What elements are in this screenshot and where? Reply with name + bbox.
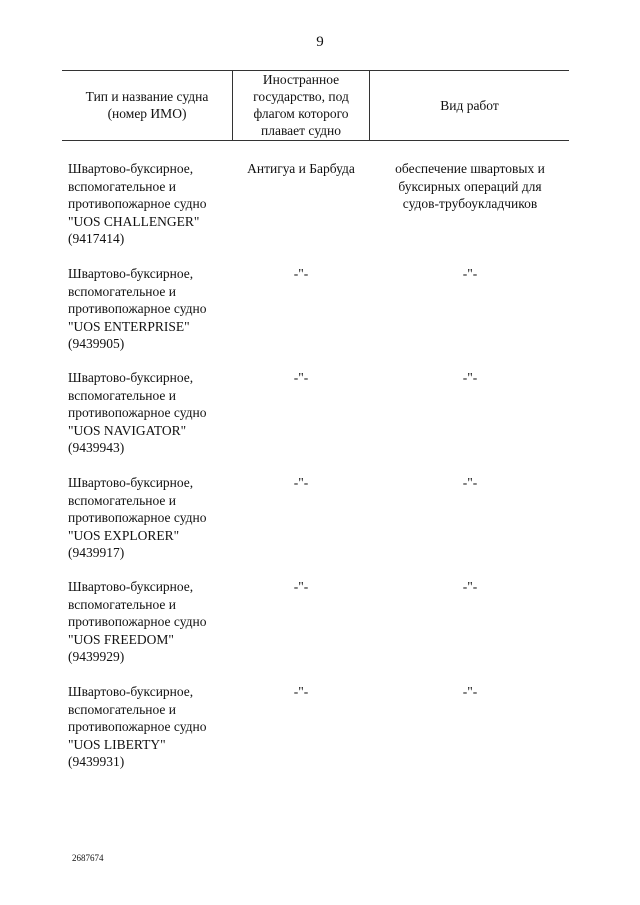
- header-vessel-type-name: [62, 70, 232, 140]
- work-cell: -"-: [462, 579, 478, 594]
- header-flag-state-text: Иностранное государство, под флагом которого плавает судно: [253, 72, 349, 138]
- header-vessel-type-name-text: Тип и название судна (номер ИМО): [85, 89, 209, 121]
- flag-cell: -"-: [293, 684, 309, 699]
- vessel-cell: Швартово-буксирное, вспомогательное и противопожарное судно "UOS CHALLENGER" (9417414): [68, 161, 207, 246]
- table-header-bottom-rule: [62, 140, 569, 141]
- work-cell: -"-: [462, 266, 478, 281]
- flag-cell: -"-: [293, 266, 309, 281]
- vessel-cell: Швартово-буксирное, вспомогательное и противопожарное судно "UOS EXPLORER" (9439917): [68, 475, 207, 560]
- flag-cell: -"-: [293, 370, 309, 385]
- flag-cell: Антигуа и Барбуда: [247, 161, 355, 176]
- work-cell: -"-: [462, 684, 478, 699]
- vessel-cell: Швартово-буксирное, вспомогательное и противопожарное судно "UOS ENTERPRISE" (9439905): [68, 266, 207, 351]
- vessel-cell: Швартово-буксирное, вспомогательное и противопожарное судно "UOS LIBERTY" (9439931): [68, 684, 207, 769]
- page-number: 9: [316, 34, 324, 50]
- document-code: 2687674: [72, 853, 104, 863]
- header-flag-state: [233, 70, 369, 140]
- flag-cell: -"-: [293, 579, 309, 594]
- work-cell: -"-: [462, 475, 478, 490]
- work-cell: обеспечение швартовых и буксирных операций для судов-трубоукладчиков: [395, 161, 545, 211]
- vessel-cell: Швартово-буксирное, вспомогательное и противопожарное судно "UOS FREEDOM" (9439929): [68, 579, 207, 664]
- vessel-cell: Швартово-буксирное, вспомогательное и противопожарное судно "UOS NAVIGATOR" (9439943): [68, 370, 207, 455]
- work-cell: -"-: [462, 370, 478, 385]
- header-work-type-text: Вид работ: [440, 97, 499, 113]
- flag-cell: -"-: [293, 475, 309, 490]
- header-work-type: [370, 70, 569, 140]
